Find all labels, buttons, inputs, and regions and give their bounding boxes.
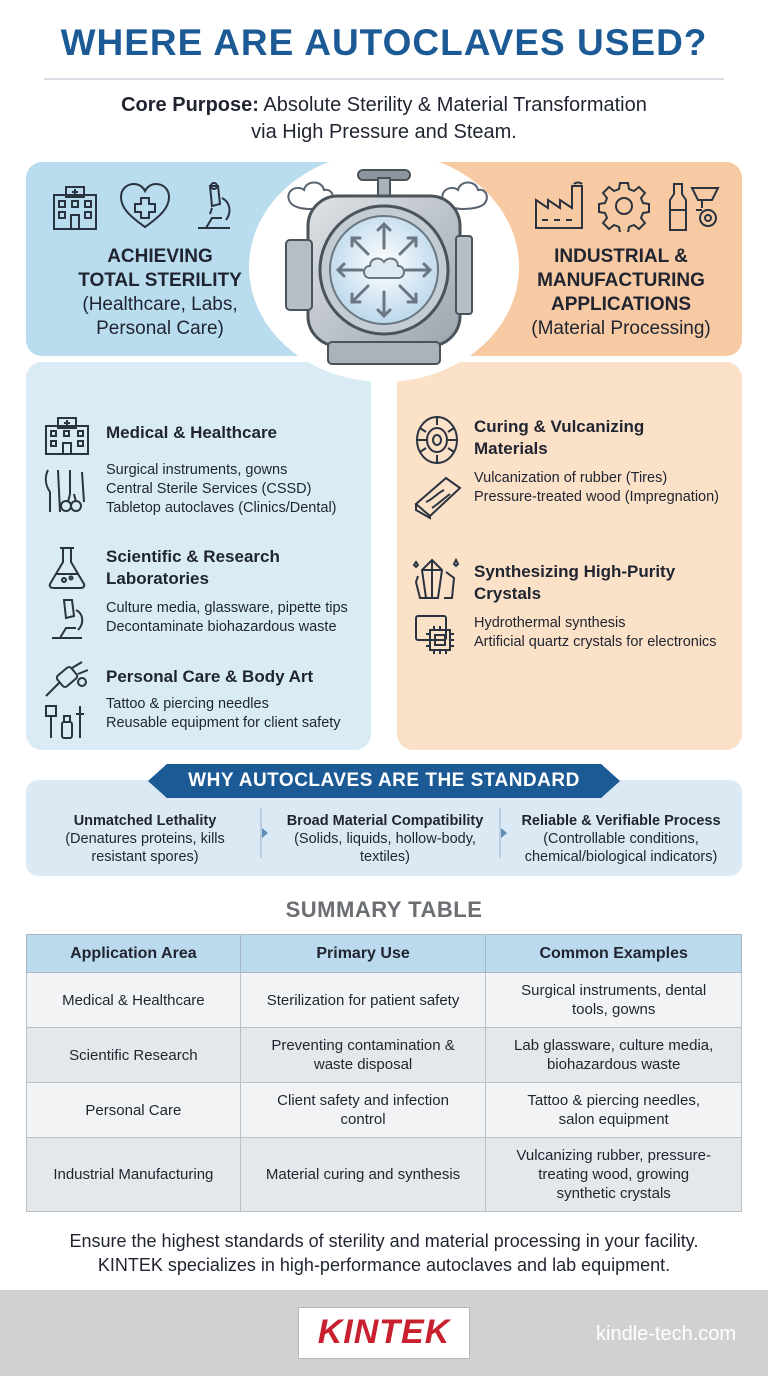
cell-examples-line1: Tattoo & piercing needles,: [527, 1092, 700, 1109]
surgical-tools-icon: [42, 466, 92, 516]
crystals-title-line1: Synthesizing High-Purity: [474, 562, 676, 581]
summary-table: [26, 934, 742, 1212]
why-col-lethality-title: Unmatched Lethality: [73, 813, 217, 829]
cell-use: [240, 1083, 486, 1138]
cell-use-line1: Material curing and synthesis: [265, 1166, 461, 1183]
website-link[interactable]: kindle-tech.com: [596, 1323, 737, 1345]
title-divider: [44, 78, 724, 80]
sterility-header-line2: TOTAL STERILITY: [78, 270, 242, 291]
why-col-lethality-line1: (Denatures proteins, kills: [65, 831, 225, 847]
cell-area: Scientific Research: [27, 1028, 241, 1083]
crystals-title-line2: Crystals: [474, 584, 542, 603]
curing-line-2: Pressure-treated wood (Impregnation): [474, 489, 720, 505]
cell-examples-line2: biohazardous waste: [546, 1056, 681, 1073]
microscope-icon: [192, 180, 236, 232]
wood-plank-icon: [412, 474, 464, 520]
cell-examples-line2: treating wood, growing: [538, 1166, 690, 1183]
cell-area: Personal Care: [27, 1083, 241, 1138]
microscope-icon: [48, 596, 88, 642]
header-application-area: Application Area: [27, 935, 241, 973]
cell-area: Industrial Manufacturing: [27, 1138, 241, 1212]
cell-use: [240, 1028, 486, 1083]
flask-icon: [46, 544, 88, 590]
core-purpose-label: Core Purpose:: [121, 94, 259, 116]
cell-examples: [486, 973, 742, 1028]
table-row: [27, 1028, 742, 1083]
cell-examples-line1: Surgical instruments, dental: [521, 982, 707, 999]
why-col-lethality-line2: resistant spores): [91, 849, 199, 865]
cell-examples: [486, 1083, 742, 1138]
crystals-line-1: Hydrothermal synthesis: [474, 615, 626, 631]
cell-examples-line2: tools, gowns: [571, 1001, 656, 1018]
medical-line-1: Surgical instruments, gowns: [106, 462, 288, 478]
industrial-header: [508, 245, 734, 341]
cell-use-line1: Sterilization for patient safety: [266, 991, 460, 1009]
why-col-reliable-line1: (Controllable conditions,: [543, 831, 699, 847]
footer-line1: Ensure the highest standards of sterility and material processing in your facility.: [69, 1231, 699, 1251]
cell-use-line2: control: [340, 1111, 386, 1128]
industrial-header-line4: (Material Processing): [531, 318, 711, 339]
tattoo-machine-icon: [42, 660, 92, 700]
scientific-research-title-line2: Laboratories: [106, 569, 209, 588]
cell-use-line1: Client safety and infection: [277, 1092, 449, 1109]
header-primary-use: Primary Use: [240, 935, 486, 973]
personal-care-line-2: Reusable equipment for client safety: [106, 715, 341, 731]
scientific-research-title: [106, 546, 280, 590]
summary-title: SUMMARY TABLE: [285, 897, 483, 922]
cell-examples-line1: Vulcanizing rubber, pressure-: [516, 1147, 711, 1164]
gear-icon: [598, 180, 650, 232]
cell-area: Medical & Healthcare: [27, 973, 241, 1028]
crystal-icon: [412, 556, 464, 602]
personal-care-title: Personal Care & Body Art: [106, 667, 314, 686]
footer-text: [0, 1229, 768, 1277]
industrial-header-line2: MANUFACTURING: [537, 270, 705, 291]
curing-vulcanizing-title-line1: Curing & Vulcanizing: [474, 417, 645, 436]
hospital-icon: [42, 416, 92, 456]
sterility-header-line1: ACHIEVING: [107, 246, 213, 267]
factory-icon: [532, 180, 588, 232]
cell-examples: [486, 1028, 742, 1083]
why-banner-text: WHY AUTOCLAVES ARE THE STANDARD: [188, 770, 580, 791]
industrial-header-line1: INDUSTRIAL &: [554, 246, 688, 267]
personal-care-line-1: Tattoo & piercing needles: [106, 696, 269, 712]
footer-line2: KINTEK specializes in high-performance autoclaves and lab equipment.: [97, 1255, 671, 1275]
table-row: [27, 1138, 742, 1212]
cell-use: [240, 973, 486, 1028]
why-col-reliable-line2: chemical/biological indicators): [524, 849, 718, 865]
scientific-research-title-line1: Scientific & Research: [106, 547, 280, 566]
why-col-reliable-title: Reliable & Verifiable Process: [521, 813, 721, 829]
sterility-header-line3: (Healthcare, Labs,: [82, 294, 238, 315]
cell-examples: [486, 1138, 742, 1212]
salon-tools-icon: [42, 702, 92, 742]
why-col-lethality: [32, 812, 258, 866]
cell-examples-line1: Lab glassware, culture media,: [514, 1037, 714, 1054]
sterility-header: [40, 245, 280, 341]
page-title: WHERE ARE AUTOCLAVES USED?: [60, 22, 708, 63]
scientific-line-2: Decontaminate biohazardous waste: [106, 619, 337, 635]
bottle-icon: [666, 180, 722, 234]
curing-vulcanizing-title: [474, 416, 644, 460]
cell-use: [240, 1138, 486, 1212]
medical-line-3: Tabletop autoclaves (Clinics/Dental): [106, 500, 337, 516]
why-col-compatibility-title: Broad Material Compatibility: [286, 813, 484, 829]
chip-icon: [412, 612, 462, 658]
cell-examples-line2: salon equipment: [558, 1111, 669, 1128]
sterility-header-line4: Personal Care): [96, 318, 224, 339]
crystals-title: [474, 561, 675, 605]
core-purpose-line1: Absolute Sterility & Material Transformation: [263, 94, 647, 116]
medical-line-2: Central Sterile Services (CSSD): [106, 481, 312, 497]
curing-line-1: Vulcanization of rubber (Tires): [474, 470, 668, 486]
why-col-compatibility-line1: (Solids, liquids, hollow-body,: [294, 831, 476, 847]
kintek-logo[interactable]: KINTEK: [317, 1313, 451, 1351]
chevron-right-icon: [260, 808, 270, 858]
scientific-line-1: Culture media, glassware, pipette tips: [106, 600, 348, 616]
tire-icon: [412, 414, 462, 466]
curing-vulcanizing-title-line2: Materials: [474, 439, 548, 458]
why-col-reliable: [508, 812, 734, 866]
table-row: [27, 973, 742, 1028]
cell-use-line1: Preventing contamination &: [271, 1037, 455, 1054]
header-common-examples: Common Examples: [486, 935, 742, 973]
core-purpose: [0, 92, 768, 146]
summary-header-row: [27, 935, 742, 973]
industrial-header-line3: APPLICATIONS: [550, 294, 692, 315]
cell-use-line2: waste disposal: [313, 1056, 413, 1073]
why-col-compatibility: [272, 812, 498, 866]
table-row: [27, 1083, 742, 1138]
crystals-line-2: Artificial quartz crystals for electronics: [474, 634, 717, 650]
medical-healthcare-title: Medical & Healthcare: [106, 423, 278, 442]
autoclave-icon: [268, 166, 500, 370]
core-purpose-line2: via High Pressure and Steam.: [251, 121, 517, 143]
why-col-compatibility-line2: textiles): [360, 849, 410, 865]
cell-examples-line3: synthetic crystals: [556, 1185, 671, 1202]
hospital-icon: [48, 183, 102, 231]
heart-cross-icon: [118, 181, 172, 231]
